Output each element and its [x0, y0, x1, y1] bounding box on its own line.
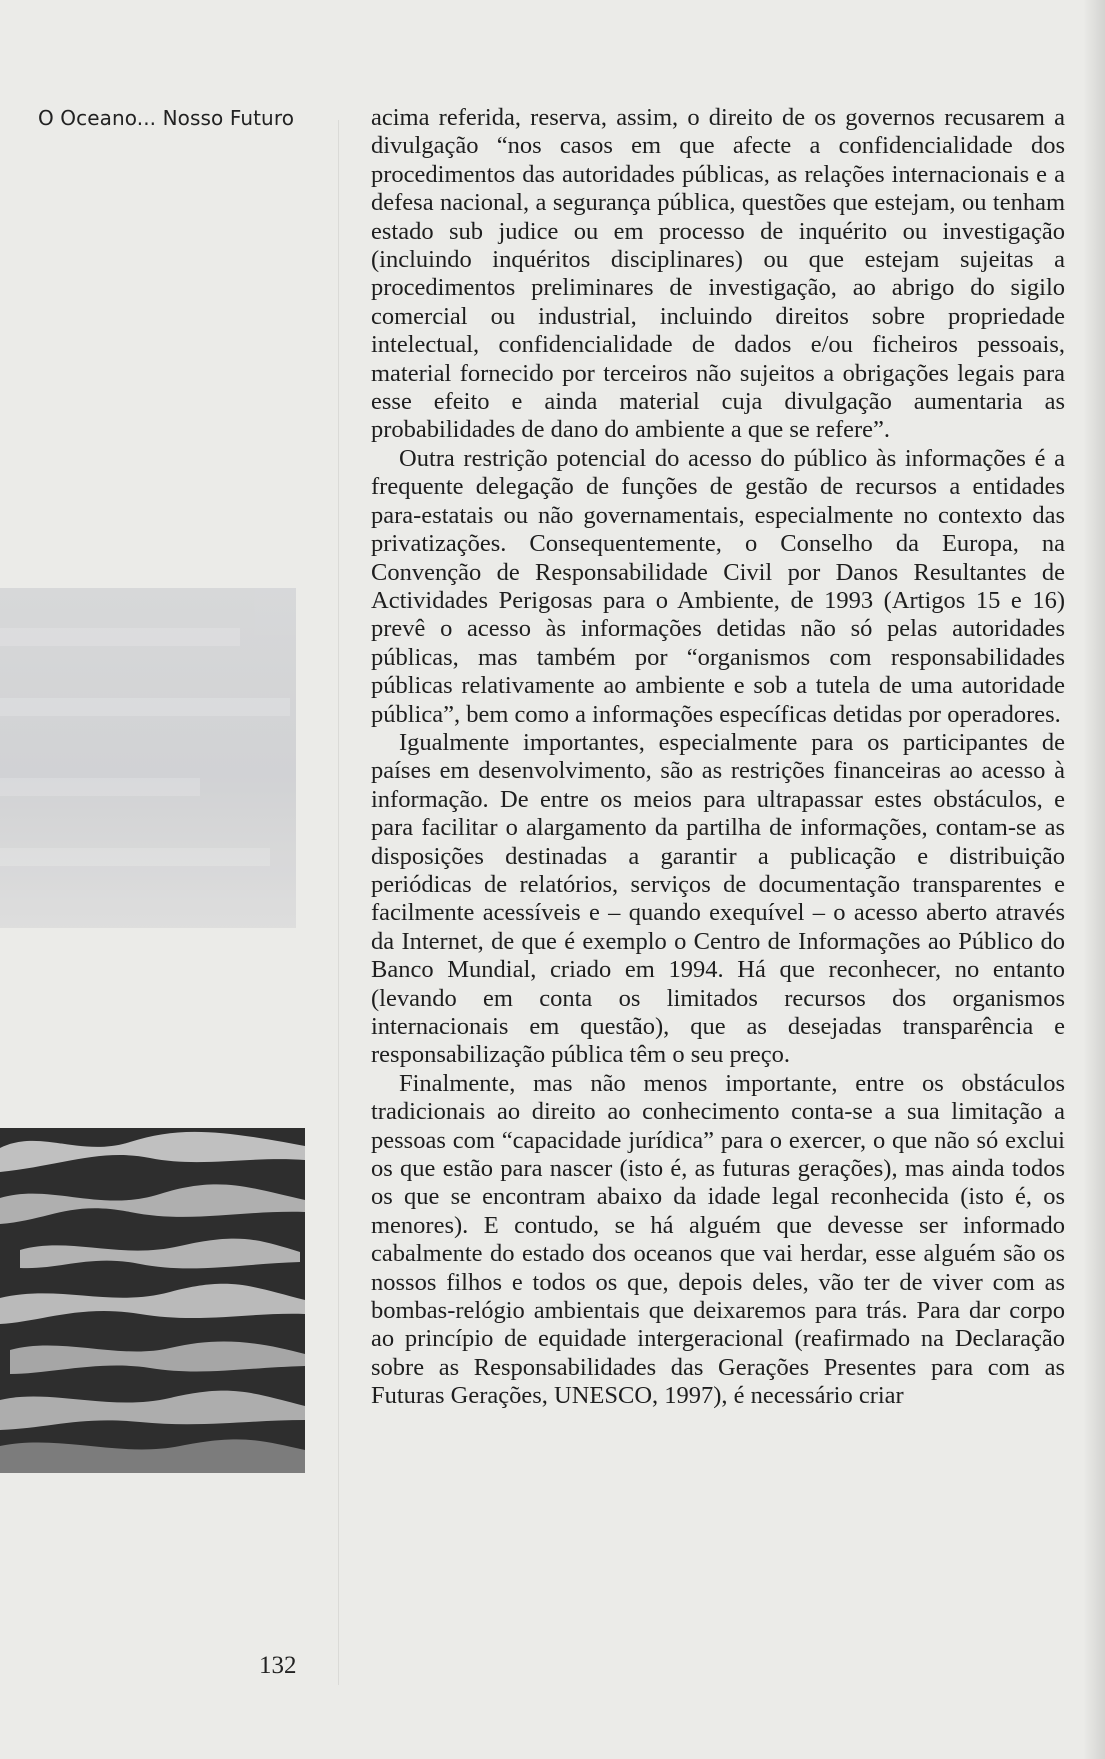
page-number: 132 [259, 1652, 297, 1679]
faded-photo-block [0, 588, 296, 928]
body-text [371, 104, 1065, 1411]
paragraph-1: acima referida, reserva, assim, o direito de os governos recusarem a divulgação “nos casos em que afecte a confidencialidade dos procedimentos das autoridades públicas, as relações internacionais e a defesa nacional, a segurança pública, questões que estejam, ou tenham estado sub judice ou em processo de inquérito ou investigação (incluindo inquéritos disciplinares) ou que estejam sujeitas a procedimentos preliminares de investigação, ao abrigo do sigilo comercial ou industrial, incluindo direitos sobre propriedade intelectual, confidencialidade de dados e/ou ficheiros pessoais, material fornecido por terceiros não sujeitos a obrigações legais para esse efeito e ainda material cuja divulgação aumentaria as probabilidades de dano do ambiente a que se refere”. [371, 104, 1065, 444]
paragraph-3: Igualmente importantes, especialmente para os participantes de países em desenvolvimento, são as restrições financeiras ao acesso à informação. De entre os meios para ultrapassar estes obstáculos, e para facilitar o alargamento da partilha de informações, contam-se as disposições destinadas a garantir a publicação e distribuição periódicas de relatórios, serviços de documentação transparentes e facilmente acessíveis e – quando exequível – o acesso aberto através da Internet, de que é exemplo o Centro de Informações ao Público do Banco Mundial, criado em 1994. Há que reconhecer, no entanto (levando em conta os limitados recursos dos organismos internacionais em questão), que as desejadas transparência e responsabilização pública têm o seu preço. [371, 728, 1065, 1069]
page-gutter-shadow [1083, 0, 1105, 1759]
column-divider [338, 120, 339, 1685]
paragraph-2: Outra restrição potencial do acesso do público às informações é a frequente delegação de funções de gestão de recursos a entidades para-estatais ou não governamentais, especialmente no contexto das privatizações. Consequentemente, o Conselho da Europa, na Convenção de Responsabilidade Civil por Danos Resultantes de Actividades Perigosas para o Ambiente, de 1993 (Artigos 15 e 16) prevê o acesso às informações detidas não só pelas autoridades públicas, mas também por “organismos com responsabilidades públicas relativamente ao ambiente e sob a tutela de uma autoridade pública”, bem como a informações específicas detidas por operadores. [371, 444, 1065, 728]
ocean-waves-image [0, 1128, 305, 1473]
running-head: O Oceano... Nosso Futuro [38, 106, 295, 130]
paragraph-4: Finalmente, mas não menos importante, entre os obstáculos tradicionais ao direito ao conhecimento conta-se a sua limitação a pessoas com “capacidade jurídica” para o exercer, o que não só exclui os que estão para nascer (isto é, as futuras gerações), mas ainda todos os que se encontram abaixo da idade legal reconhecida (isto é, os menores). E contudo, se há alguém que devesse ser informado cabalmente do estado dos oceanos que vai herdar, esse alguém são os nossos filhos e todos os que, depois deles, vão ter de viver com as bombas-relógio ambientais que deixaremos para trás. Para dar corpo ao princípio de equidade intergeracional (reafirmado na Declaração sobre as Responsabilidades das Gerações Presentes para com as Futuras Gerações, UNESCO, 1997), é necessário criar [371, 1069, 1065, 1410]
